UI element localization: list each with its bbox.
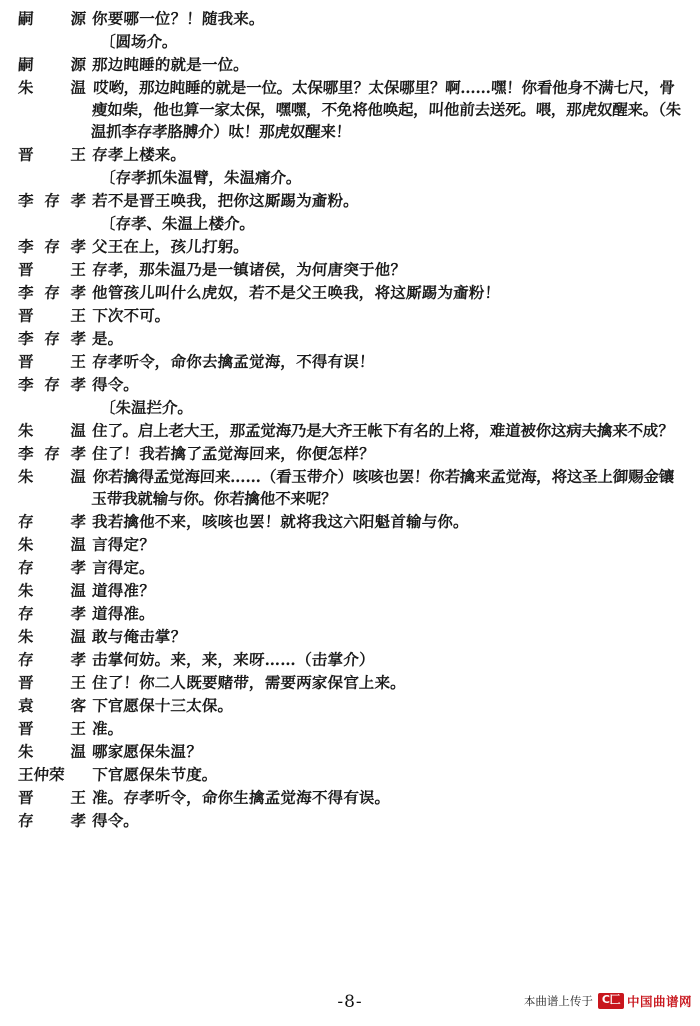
speaker-label: 李存孝 [17, 283, 87, 302]
speaker-label: 李存孝 [17, 444, 87, 463]
dialogue-line [18, 54, 682, 76]
dialogue-text: 存孝，那朱温乃是一镇诸侯，为何唐突于他？ [91, 260, 407, 279]
logo-mark-icon: C匚 [598, 993, 624, 1008]
dialogue-text: 得令。 [91, 375, 140, 394]
speaker-label: 嗣源 [17, 55, 87, 74]
speaker-label: 袁客 [17, 696, 87, 715]
dialogue-line [18, 695, 682, 717]
dialogue-line [18, 190, 682, 212]
speaker-label: 朱温 [17, 535, 87, 554]
dialogue-line [18, 810, 682, 832]
dialogue-text: 准。 [91, 719, 124, 738]
dialogue-line [18, 534, 682, 556]
dialogue-line [18, 603, 682, 625]
dialogue-line [18, 672, 682, 694]
dialogue-text: 住了！我若擒了孟觉海回来，你便怎样？ [91, 444, 376, 463]
speaker-label: 存孝 [17, 558, 87, 577]
dialogue-text: 你若擒得孟觉海回来……（看玉带介）咳咳也罢！你若擒来孟觉海，将这圣上御赐金镶玉带我就输与你。你若擒他不来呢？ [90, 467, 675, 508]
dialogue-text: 住了。启上老大王，那孟觉海乃是大齐王帐下有名的上将，难道被你这病夫擒来不成？ [91, 421, 674, 440]
stage-direction: 〔存孝抓朱温臂，朱温痛介。 [99, 168, 303, 187]
stage-direction: 〔朱温拦介。 [99, 398, 194, 417]
speaker-label: 存孝 [17, 811, 87, 830]
speaker-label: 晋王 [17, 673, 87, 692]
dialogue-text: 是。 [91, 329, 124, 348]
speaker-label: 朱温 [17, 742, 87, 761]
speaker-label: 李存孝 [17, 237, 87, 256]
site-logo [598, 992, 692, 1010]
dialogue-line [18, 420, 682, 442]
speaker-label: 朱温 [17, 421, 87, 440]
speaker-label: 存孝 [17, 604, 87, 623]
dialogue-text: 父王在上，孩儿打躬。 [91, 237, 250, 256]
dialogue-line [18, 787, 682, 809]
dialogue-line [18, 764, 682, 786]
speaker-label: 朱温 [17, 581, 87, 600]
site-credit [524, 992, 692, 1010]
dialogue-line [18, 741, 682, 763]
dialogue-line [18, 77, 682, 143]
dialogue-line [18, 8, 682, 30]
dialogue-line [18, 259, 682, 281]
stage-direction: 〔圆场介。 [99, 32, 179, 51]
dialogue-text: 下次不可。 [91, 306, 172, 325]
dialogue-text: 哎哟，那边盹睡的就是一位。太保哪里？太保哪里？啊……嘿！你看他身不满七尺，骨瘦如柴，他也算一家太保，嘿嘿，不免将他唤起，叫他前去送死。喂，那虎奴醒来。（朱温抓李存孝胳膊介）呔！那虎奴醒来！ [90, 78, 682, 141]
speaker-label: 晋王 [17, 352, 87, 371]
dialogue-text: 哪家愿保朱温？ [91, 742, 203, 761]
page-footer [0, 990, 700, 1020]
dialogue-text: 你要哪一位？！随我来。 [91, 9, 266, 28]
speaker-label: 晋王 [17, 719, 87, 738]
dialogue-line [18, 649, 682, 671]
credit-text: 本曲谱上传于 [523, 994, 593, 1008]
dialogue-text: 言得定。 [91, 558, 156, 577]
speaker-label: 李存孝 [17, 191, 87, 210]
dialogue-text: 下官愿保朱节度。 [91, 765, 219, 784]
speaker-label: 晋王 [17, 260, 87, 279]
dialogue-text: 道得准？ [91, 581, 156, 600]
dialogue-text: 存孝听令，命你去擒孟觉海，不得有误！ [91, 352, 376, 371]
dialogue-text: 住了！你二人既要赌带，需要两家保官上来。 [91, 673, 407, 692]
dialogue-text: 他管孩儿叫什么虎奴，若不是父王唤我，将这厮踢为齑粉！ [91, 283, 501, 302]
dialogue-line [18, 511, 682, 533]
stage-direction: 〔存孝、朱温上楼介。 [99, 214, 256, 233]
dialogue-line [18, 580, 682, 602]
dialogue-line [18, 466, 682, 510]
logo-text: 中国曲谱网 [626, 994, 692, 1009]
dialogue-line [18, 328, 682, 350]
dialogue-line [18, 557, 682, 579]
speaker-label: 嗣源 [17, 9, 87, 28]
dialogue-text: 我若擒他不来，咳咳也罢！就将我这六阳魁首输与你。 [91, 512, 470, 531]
dialogue-line [18, 443, 682, 465]
speaker-label: 王仲荣 [17, 765, 66, 784]
speaker-label: 存孝 [17, 512, 87, 531]
dialogue-text: 敢与俺击掌？ [91, 627, 187, 646]
speaker-label: 晋王 [17, 306, 87, 325]
dialogue-text: 言得定？ [91, 535, 156, 554]
dialogue-text: 若不是晋王唤我，把你这厮踢为齑粉。 [91, 191, 360, 210]
dialogue-text: 那边盹睡的就是一位。 [91, 55, 250, 74]
speaker-label: 朱温 [17, 627, 87, 646]
dialogue-line [18, 236, 682, 258]
speaker-label: 朱温 [17, 78, 87, 97]
dialogue-text: 准。存孝听令，命你生擒孟觉海不得有误。 [91, 788, 391, 807]
dialogue-line [18, 718, 682, 740]
page-number: -8- [337, 992, 363, 1012]
dialogue-line [18, 626, 682, 648]
dialogue-line [18, 305, 682, 327]
dialogue-line [18, 351, 682, 373]
dialogue-text: 击掌何妨。来，来，来呀……（击掌介） [91, 650, 376, 669]
speaker-label: 朱温 [17, 467, 87, 486]
speaker-label: 晋王 [17, 788, 87, 807]
dialogue-text: 存孝上楼来。 [91, 145, 187, 164]
speaker-label: 晋王 [17, 145, 87, 164]
dialogue-text: 得令。 [91, 811, 140, 830]
dialogue-line [18, 282, 682, 304]
speaker-label: 李存孝 [17, 329, 87, 348]
dialogue-line [18, 144, 682, 166]
dialogue-text: 下官愿保十三太保。 [91, 696, 234, 715]
dialogue-line [18, 374, 682, 396]
dialogue-text: 道得准。 [91, 604, 156, 623]
speaker-label: 存孝 [17, 650, 87, 669]
speaker-label: 李存孝 [17, 375, 87, 394]
